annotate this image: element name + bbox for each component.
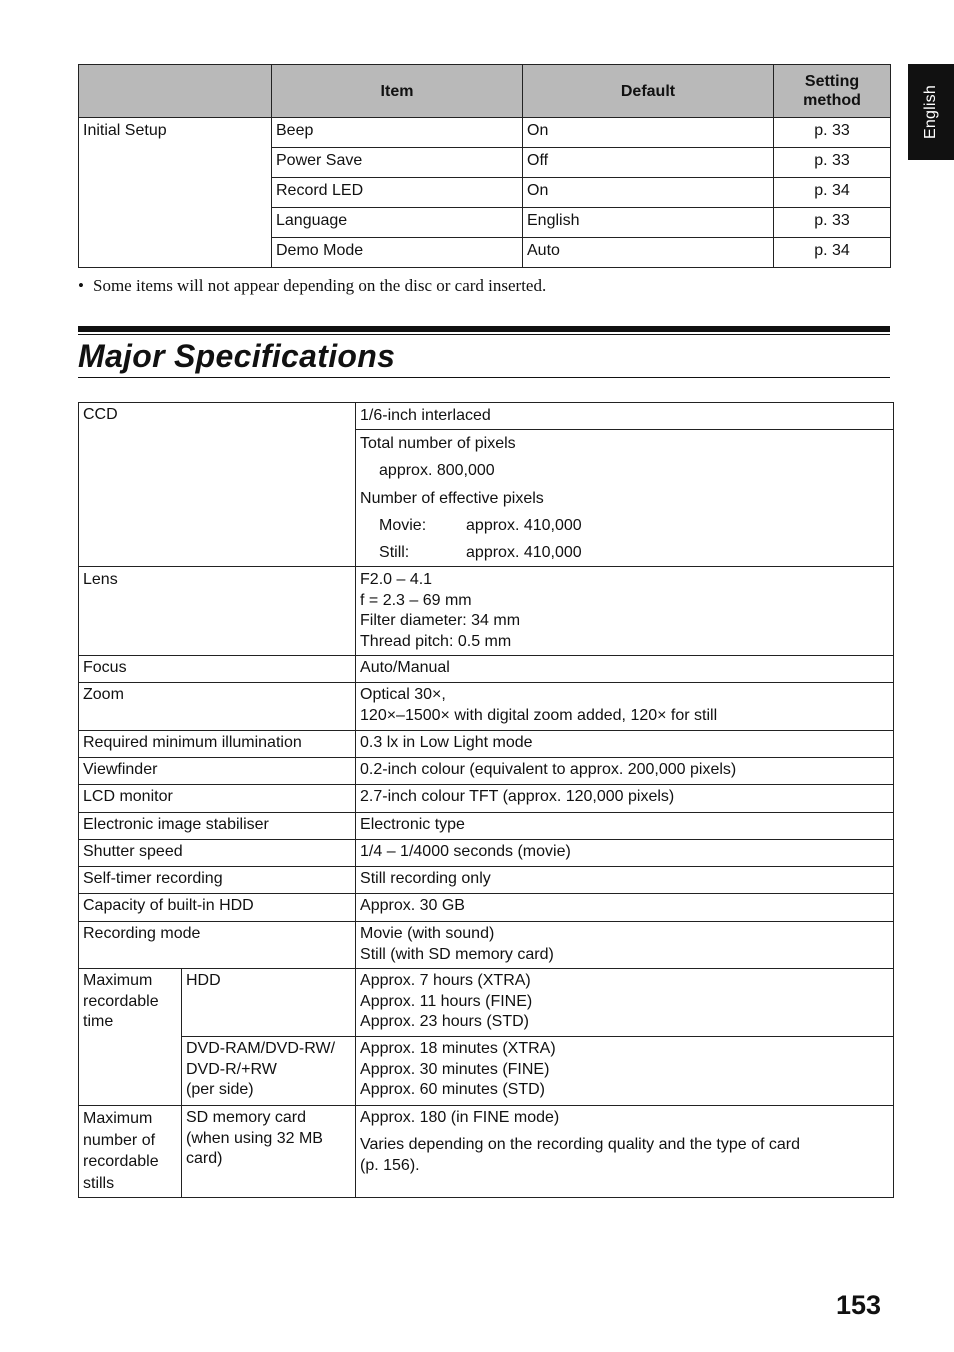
section-rule-bottom <box>78 377 890 378</box>
spec-label: Zoom <box>79 683 356 731</box>
spec-value: 1/6-inch interlaced <box>356 403 894 430</box>
spec-label: Shutter speed <box>79 840 356 867</box>
spec-value: Movie (with sound) Still (with SD memory card) <box>356 922 894 969</box>
spec-row-recording-mode <box>79 922 894 969</box>
note <box>78 276 546 296</box>
default-cell: Auto <box>523 238 774 268</box>
language-tab-label: English <box>922 85 940 139</box>
spec-row-shutter <box>79 840 894 867</box>
spec-value: F2.0 – 4.1 f = 2.3 – 69 mm Filter diameter: 34 mm Thread pitch: 0.5 mm <box>356 567 894 656</box>
spec-label: Capacity of built-in HDD <box>79 894 356 922</box>
spec-row-selftimer <box>79 867 894 894</box>
spec-media: HDD <box>182 969 356 1037</box>
method-cell: p. 34 <box>774 178 891 208</box>
item-cell: Record LED <box>272 178 523 208</box>
spec-label: Self-timer recording <box>79 867 356 894</box>
header-setting-method: Setting method <box>774 65 891 118</box>
note-text: Some items will not appear depending on the disc or card inserted. <box>93 276 547 295</box>
spec-row-hdd-capacity <box>79 894 894 922</box>
spec-label: Electronic image stabiliser <box>79 813 356 840</box>
spec-row-focus <box>79 656 894 683</box>
language-side-tab <box>908 64 954 160</box>
spec-value: 0.2-inch colour (equivalent to approx. 200,000 pixels) <box>356 758 894 785</box>
spec-row-max-stills <box>79 1106 894 1198</box>
spec-value: Approx. 7 hours (XTRA) Approx. 11 hours (FINE) Approx. 23 hours (STD) <box>356 969 894 1037</box>
spec-row-max-time-dvd <box>79 1037 894 1106</box>
header-item: Item <box>272 65 523 118</box>
spec-label: CCD <box>79 403 356 567</box>
spec-label: Required minimum illumination <box>79 731 356 758</box>
section-rule-thick <box>78 326 890 332</box>
item-cell: Beep <box>272 118 523 148</box>
settings-table <box>78 64 891 268</box>
section-title: Major Specifications <box>78 338 396 374</box>
default-cell: Off <box>523 148 774 178</box>
method-cell: p. 34 <box>774 238 891 268</box>
method-cell: p. 33 <box>774 118 891 148</box>
section-rule-thin <box>78 334 890 335</box>
spec-label: Recording mode <box>79 922 356 969</box>
spec-label: Viewfinder <box>79 758 356 785</box>
item-cell: Demo Mode <box>272 238 523 268</box>
spec-media: SD memory card (when using 32 MB card) <box>182 1106 356 1198</box>
spec-row-illumination <box>79 731 894 758</box>
group-label: Initial Setup <box>79 118 272 268</box>
default-cell: On <box>523 178 774 208</box>
spec-row-zoom <box>79 683 894 731</box>
header-default: Default <box>523 65 774 118</box>
spec-row-max-time-hdd <box>79 969 894 1037</box>
spec-value: Auto/Manual <box>356 656 894 683</box>
spec-row-lcd <box>79 785 894 813</box>
spec-value: Total number of pixels approx. 800,000 Number of effective pixels Movie: approx. 410,000 Still: approx. 410,000 <box>356 430 894 567</box>
spec-label: Maximum number of recordable stills <box>79 1106 182 1198</box>
spec-value: Approx. 30 GB <box>356 894 894 922</box>
spec-value: Optical 30×, 120×–1500× with digital zoom added, 120× for still <box>356 683 894 731</box>
item-cell: Power Save <box>272 148 523 178</box>
settings-table-header <box>79 65 891 118</box>
method-cell: p. 33 <box>774 148 891 178</box>
spec-value: 1/4 – 1/4000 seconds (movie) <box>356 840 894 867</box>
spec-row-lens <box>79 567 894 656</box>
spec-row-ccd <box>79 403 894 430</box>
spec-value: Approx. 18 minutes (XTRA) Approx. 30 minutes (FINE) Approx. 60 minutes (STD) <box>356 1037 894 1106</box>
spec-value: Electronic type <box>356 813 894 840</box>
default-cell: On <box>523 118 774 148</box>
spec-value: Still recording only <box>356 867 894 894</box>
note-bullet: • <box>78 276 84 295</box>
spec-value: 0.3 lx in Low Light mode <box>356 731 894 758</box>
specifications-table <box>78 402 894 1198</box>
table-row <box>79 118 891 148</box>
spec-value: Approx. 180 (in FINE mode) Varies depending on the recording quality and the type of card (p. 156). <box>356 1106 894 1198</box>
spec-label: Maximum recordable time <box>79 969 182 1106</box>
spec-label: Lens <box>79 567 356 656</box>
default-cell: English <box>523 208 774 238</box>
spec-label: LCD monitor <box>79 785 356 813</box>
spec-label: Focus <box>79 656 356 683</box>
spec-value: 2.7-inch colour TFT (approx. 120,000 pixels) <box>356 785 894 813</box>
spec-media: DVD-RAM/DVD-RW/ DVD-R/+RW (per side) <box>182 1037 356 1106</box>
spec-row-viewfinder <box>79 758 894 785</box>
method-cell: p. 33 <box>774 208 891 238</box>
item-cell: Language <box>272 208 523 238</box>
page-number: 153 <box>836 1290 882 1320</box>
spec-row-stabiliser <box>79 813 894 840</box>
header-group <box>79 65 272 118</box>
